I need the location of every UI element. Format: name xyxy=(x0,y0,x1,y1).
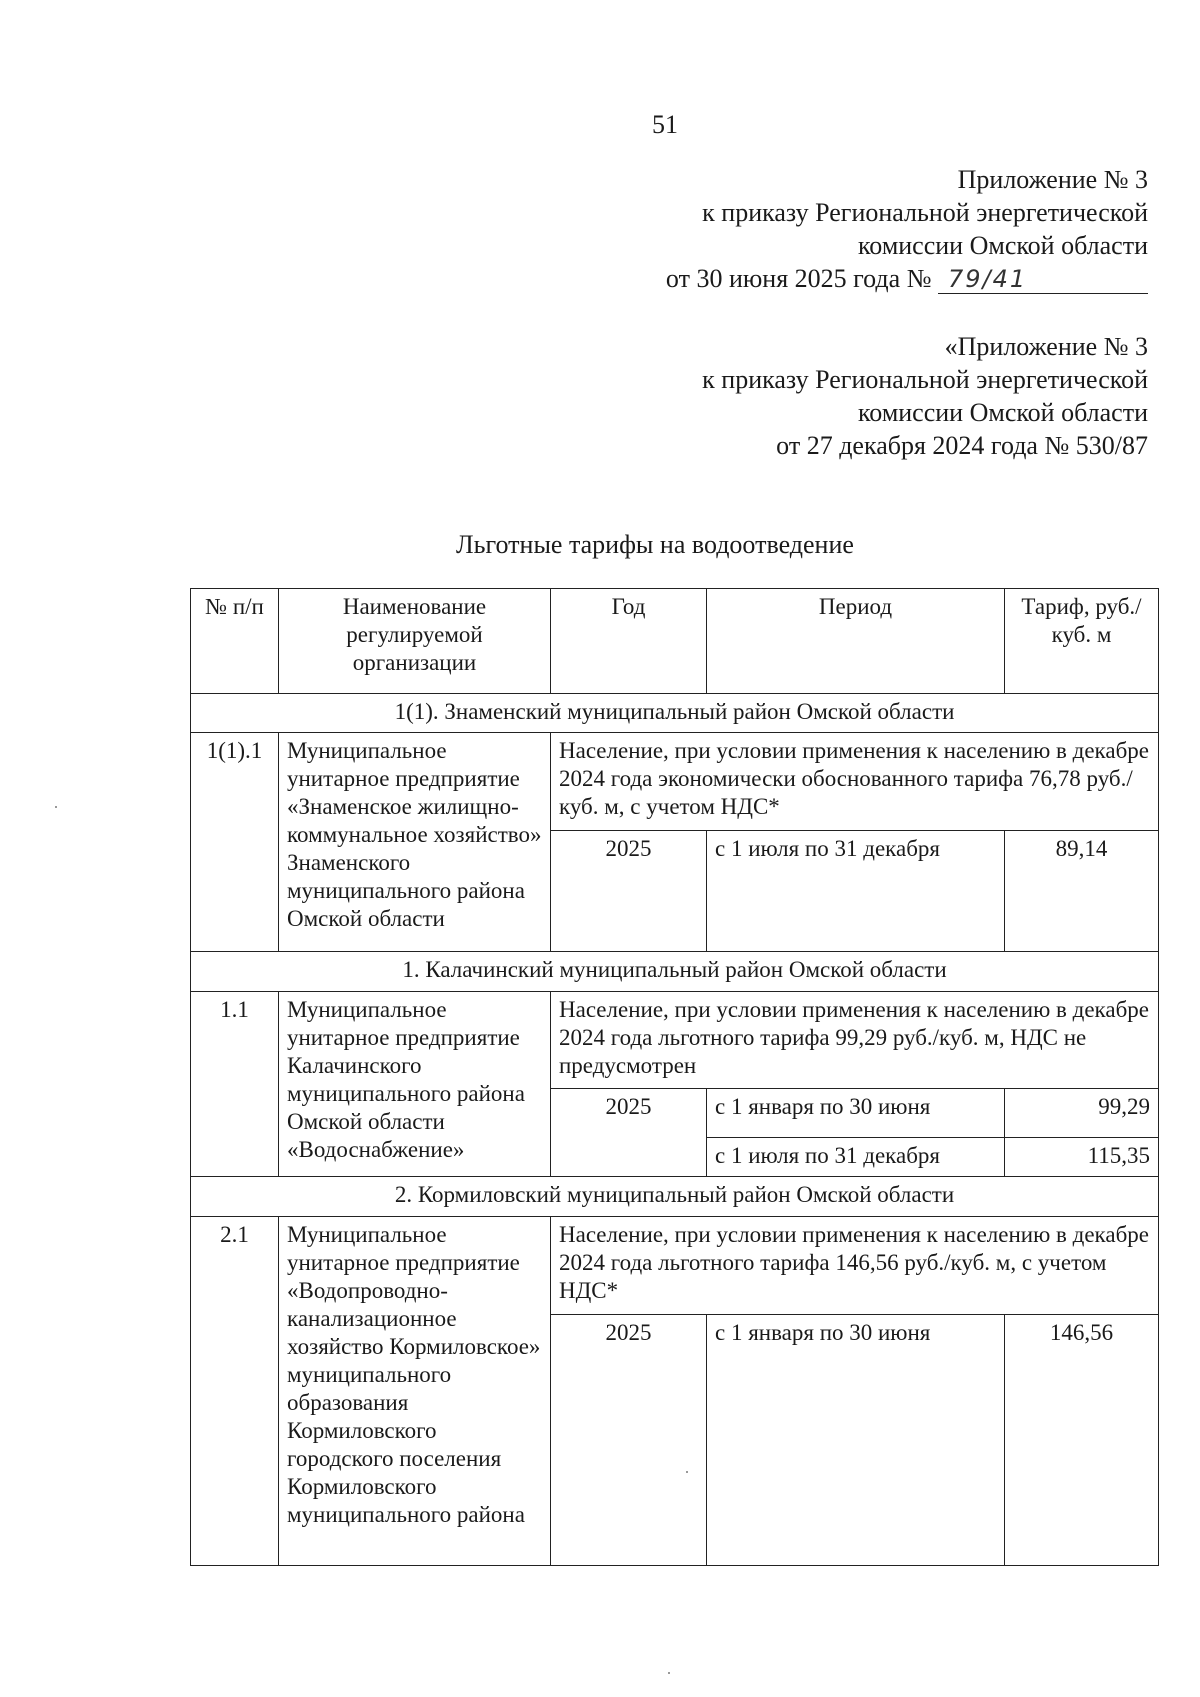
consumer-condition: Население, при условии применения к населению в декабре 2024 года экономически обоснованного тарифа 76,78 руб./куб. м, с учетом НДС* xyxy=(551,733,1159,830)
table-row xyxy=(191,1217,1159,1314)
annex-title: Приложение № 3 xyxy=(957,165,1148,194)
year-cell: 2025 xyxy=(551,1089,707,1177)
scan-speck xyxy=(55,806,57,808)
organization-name: Муниципальное унитарное предприятие Калачинского муниципального района Омской области «Водоснабжение» xyxy=(279,992,551,1177)
tariff-cell: 89,14 xyxy=(1005,830,1159,951)
period-cell: с 1 января по 30 июня xyxy=(707,1089,1005,1137)
tariff-cell: 99,29 xyxy=(1005,1089,1159,1137)
period-cell: с 1 января по 30 июня xyxy=(707,1314,1005,1565)
section-title: 2. Кормиловский муниципальный район Омской области xyxy=(191,1177,1159,1217)
consumer-condition: Население, при условии применения к населению в декабре 2024 года льготного тарифа 99,29 руб./куб. м, НДС не предусмотрен xyxy=(551,992,1159,1089)
annex-line-3: комиссии Омской области xyxy=(858,231,1148,260)
period-cell: с 1 июля по 31 декабря xyxy=(707,830,1005,951)
tariff-cell: 115,35 xyxy=(1005,1137,1159,1177)
row-number: 1(1).1 xyxy=(191,733,279,952)
table-row xyxy=(191,733,1159,830)
header-period: Период xyxy=(707,589,1005,694)
prev-annex-line-4: от 27 декабря 2024 года № 530/87 xyxy=(776,431,1148,460)
organization-name: Муниципальное унитарное предприятие «Водопроводно-канализационное хозяйство Кормиловское» муниципального образования Кормиловского городского поселения Кормиловского муниципального района xyxy=(279,1217,551,1566)
tariff-table xyxy=(190,588,1159,1566)
annex-header xyxy=(666,163,1148,295)
row-number: 2.1 xyxy=(191,1217,279,1566)
document-title: Льготные тарифы на водоотведение xyxy=(456,530,854,559)
header-org: Наименование регулируемой организации xyxy=(279,589,551,694)
header-year: Год xyxy=(551,589,707,694)
annex-date: от 30 июня 2025 года № xyxy=(665,264,932,293)
organization-name: Муниципальное унитарное предприятие «Знаменское жилищно-коммунальное хозяйство» Знаменского муниципального района Омской области xyxy=(279,733,551,952)
year-cell: 2025 xyxy=(551,830,707,951)
section-row xyxy=(191,1177,1159,1217)
year-cell: 2025 xyxy=(551,1314,707,1565)
header-tariff: Тариф, руб./куб. м xyxy=(1005,589,1159,694)
prev-annex-line-2: к приказу Региональной энергетической xyxy=(702,365,1148,394)
page-number: 51 xyxy=(652,110,678,139)
tariff-cell: 146,56 xyxy=(1005,1314,1159,1565)
handwritten-order-number: 79/41 xyxy=(938,265,1148,294)
row-number: 1.1 xyxy=(191,992,279,1177)
annex-line-2: к приказу Региональной энергетической xyxy=(702,198,1148,227)
section-title: 1(1). Знаменский муниципальный район Омской области xyxy=(191,693,1159,733)
header-num: № п/п xyxy=(191,589,279,694)
scan-speck xyxy=(668,1672,670,1674)
table-row xyxy=(191,992,1159,1089)
section-title: 1. Калачинский муниципальный район Омской области xyxy=(191,952,1159,992)
prev-annex-line-3: комиссии Омской области xyxy=(858,398,1148,427)
section-row xyxy=(191,693,1159,733)
section-row xyxy=(191,952,1159,992)
scan-speck xyxy=(686,1471,688,1473)
prev-annex-title: «Приложение № 3 xyxy=(944,332,1148,361)
table-header-row xyxy=(191,589,1159,694)
period-cell: с 1 июля по 31 декабря xyxy=(707,1137,1005,1177)
consumer-condition: Население, при условии применения к населению в декабре 2024 года льготного тарифа 146,56 руб./куб. м, с учетом НДС* xyxy=(551,1217,1159,1314)
annex-order-line xyxy=(666,262,1148,295)
previous-annex-header xyxy=(702,330,1148,462)
